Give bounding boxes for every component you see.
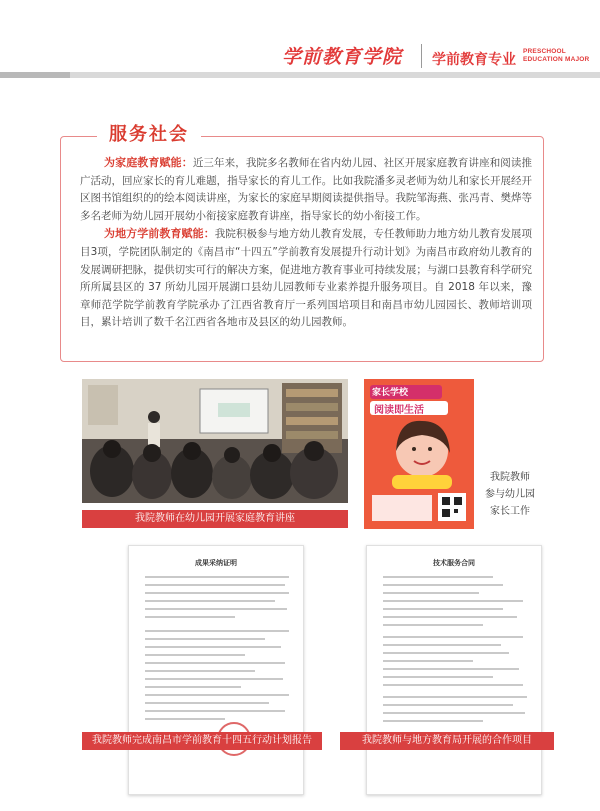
header-divider (421, 44, 422, 68)
text-line (145, 608, 287, 610)
text-line (145, 600, 275, 602)
plan-report-caption: 我院教师完成南昌市学前教育十四五行动计划报告 (82, 732, 322, 750)
cooperation-contract (366, 545, 542, 795)
text-line (383, 712, 525, 714)
poster-title-line2: 阅读即生活 (374, 405, 424, 416)
text-line (145, 584, 285, 586)
certificate-title: 成果采纳证明 (195, 559, 237, 567)
section-title: 服务社会 (109, 124, 189, 145)
header-rule (0, 72, 600, 78)
caption-line3: 家长工作 (490, 506, 530, 517)
paragraph-lead: 为地方学前教育赋能： (104, 227, 215, 241)
text-line (383, 584, 503, 586)
text-line (383, 636, 523, 638)
text-line (145, 576, 289, 578)
paragraph-family-education (80, 154, 532, 225)
parent-school-poster (364, 379, 474, 529)
text-line (383, 624, 483, 626)
page-header (0, 0, 600, 76)
text-line (383, 676, 493, 678)
text-line (383, 576, 493, 578)
text-line (145, 710, 285, 712)
cooperation-caption: 我院教师与地方教育局开展的合作项目 (340, 732, 554, 750)
contract-title: 技术服务合同 (433, 559, 475, 567)
lecture-photo (82, 379, 348, 503)
text-line (383, 652, 509, 654)
text-line (145, 694, 289, 696)
text-line (145, 630, 289, 632)
service-body (80, 154, 532, 332)
text-line (145, 646, 281, 648)
paragraph-local-education (80, 225, 532, 332)
english-label-line2: EDUCATION MAJOR (523, 55, 590, 63)
text-line (383, 592, 479, 594)
text-line (145, 592, 289, 594)
text-line (383, 684, 523, 686)
college-logo-script: 学前教育学院 (282, 46, 403, 68)
text-line (383, 616, 517, 618)
text-line (383, 644, 501, 646)
english-major-label (523, 48, 589, 63)
english-label-line1: PRESCHOOL (523, 48, 566, 55)
text-line (383, 720, 483, 722)
text-line (145, 638, 265, 640)
text-line (383, 696, 527, 698)
poster-title-line1: 家长学校 (372, 388, 409, 398)
lecture-photo-caption: 我院教师在幼儿园开展家庭教育讲座 (82, 510, 348, 528)
header-rule-accent (0, 72, 70, 78)
paragraph-lead: 为家庭教育赋能： (104, 156, 193, 169)
lecture-scene-image (82, 379, 348, 503)
text-line (383, 600, 523, 602)
text-line (145, 670, 255, 672)
text-line (383, 608, 503, 610)
caption-line1: 我院教师 (490, 472, 530, 483)
parent-school-caption (475, 464, 545, 528)
major-label: 学前教育专业 (432, 52, 516, 68)
text-line (383, 668, 519, 670)
text-line (145, 678, 283, 680)
text-line (383, 660, 473, 662)
caption-line2: 参与幼儿园 (485, 489, 535, 500)
service-title-wrap (97, 120, 201, 146)
text-line (383, 704, 513, 706)
text-line (145, 702, 269, 704)
paragraph-text: 近三年来，我院多名教师在省内幼儿园、社区开展家庭教育讲座和阅读推广活动，回应家长的育儿难题，指导家长的育儿工作。比如我院潘多灵老师为幼儿和家长开展经开区图书馆组织的的绘本阅读讲座，为家长的家庭早期阅读提供指导。我院邹海燕、张冯青、樊烨等多名老师为幼儿园开展幼小衔接家庭教育讲座，指导家长的幼小衔接工作。 (80, 157, 533, 222)
text-line (145, 662, 285, 664)
text-line (145, 654, 245, 656)
text-line (145, 686, 241, 688)
plan-report-certificate (128, 545, 304, 795)
text-line (145, 718, 225, 720)
paragraph-text: 我院积极参与地方幼儿教育发展，专任教师助力地方幼儿教育发展项目3项，学院团队制定的《南昌市“十四五”学前教育发展提升行动计划》为南昌市政府幼儿教育的发展调研把脉，提供切实可行的解决方案，促进地方教育事业可持续发展；与湖口县教育科学研究所所属县区的 37 所幼儿园开展湖口县幼儿园教师专业素养提升服务项目。自 2018 年以来，豫章师范学院学前教育学院承办了江西省教育厅一系列国培项目和南昌市幼儿园园长、教师培训项目，累计培训了数千名江西省各地市及县区的幼儿园教师。 (80, 228, 533, 329)
text-line (145, 616, 235, 618)
